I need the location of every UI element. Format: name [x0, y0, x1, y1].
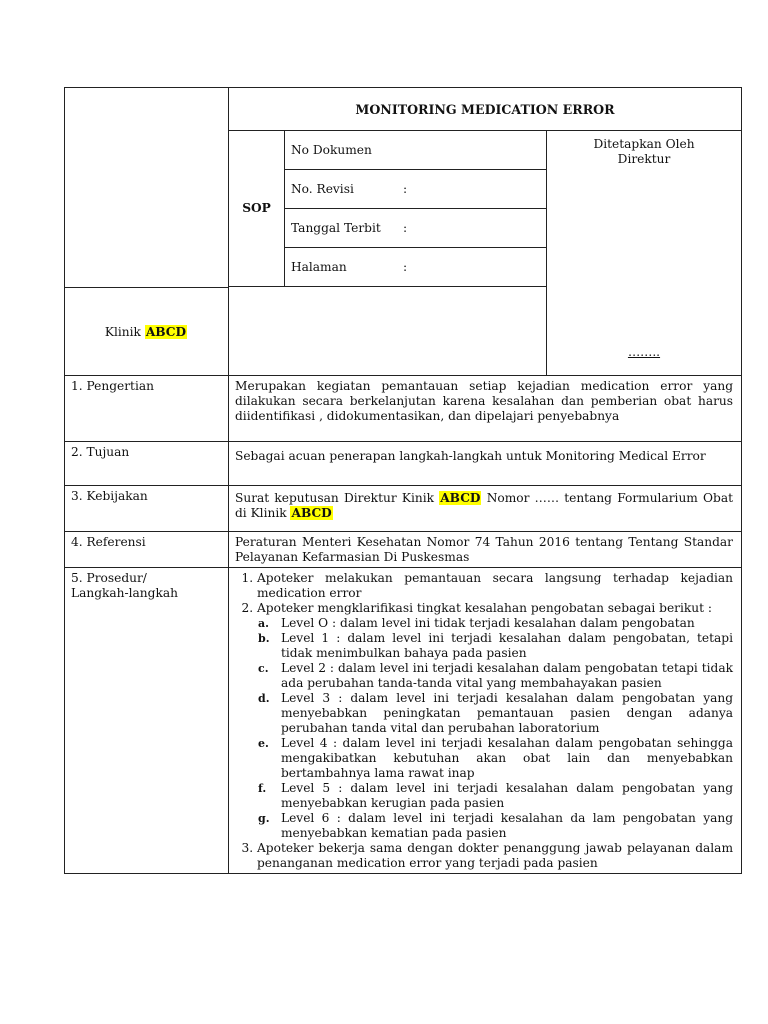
procedure-step: 1. Apoteker melakukan pemantauan secara langsung terhadap kejadian medication error [257, 571, 733, 601]
level-item [258, 781, 734, 811]
sop-table [64, 87, 742, 874]
level-letter: b. [258, 632, 270, 645]
level-item [258, 631, 734, 661]
field-label: Halaman [291, 259, 347, 274]
klinik-label: Klinik ABCD [64, 287, 228, 376]
level-list [257, 616, 733, 841]
field-no-dokumen [285, 131, 547, 170]
procedure-step: 3. Apoteker bekerja sama dengan dokter penanggung jawab pelayanan dalam penanganan medication error yang terjadi pada pasien [257, 841, 733, 871]
level-text: Level 2 : dalam level ini terjadi kesalahan dalam pengobatan tetapi tidak ada perubahan tanda-tanda vital yang membahayakan pasien [281, 661, 734, 690]
level-text: Level 6 : dalam level ini terjadi kesalahan da lam pengobatan yang menyebabkan kematian pada pasien [281, 811, 734, 840]
sop-blank-cell [229, 287, 547, 376]
level-letter: a. [258, 617, 269, 630]
section-label-tujuan: 2. Tujuan [65, 442, 229, 486]
level-item [258, 616, 733, 631]
section-content-tujuan: Sebagai acuan penerapan langkah-langkah untuk Monitoring Medical Error [229, 442, 742, 486]
sop-label: SOP [229, 131, 285, 287]
level-text: Level 1 : dalam level ini terjadi kesalahan dalam pengobatan, tetapi tidak menimbulkan bahaya pada pasien [281, 631, 734, 660]
level-letter: d. [258, 692, 270, 705]
level-text: Level 3 : dalam level ini terjadi kesalahan dalam pengobatan yang menyebabkan peningkatan pemantauan pasien dengan adanya perubahan tanda vital dan perubahan laboratorium [281, 691, 734, 735]
level-text: Level 4 : dalam level ini terjadi kesalahan dalam pengobatan sehingga mengakibatkan kebutuhan akan obat lain dan menyebabkan bertambahnya lama rawat inap [281, 736, 734, 780]
field-no-revisi: No. Revisi : [285, 170, 547, 209]
sop-document [64, 87, 741, 874]
ditetapkan-cell [547, 131, 742, 376]
signature-dots: …….. [627, 345, 661, 359]
clinic-name-highlight: ABCD [145, 325, 187, 339]
section-content-prosedur [229, 568, 742, 874]
section-label-prosedur: 5. Prosedur/ Langkah-langkah [65, 568, 229, 874]
clinic-name-highlight: ABCD [440, 491, 481, 505]
level-letter: g. [258, 812, 270, 825]
level-item [258, 661, 734, 691]
field-halaman: Halaman : [285, 248, 547, 287]
direktur-label: Direktur [617, 152, 671, 166]
field-label: No. Revisi [291, 181, 354, 196]
field-tanggal-terbit: Tanggal Terbit : [285, 209, 547, 248]
level-item [258, 736, 734, 781]
field-label: Tanggal Terbit [291, 220, 381, 235]
document-title: MONITORING MEDICATION ERROR [229, 88, 742, 131]
level-letter: e. [258, 737, 269, 750]
level-item [258, 691, 734, 736]
level-text: Level 5 : dalam level ini terjadi kesalahan dalam pengobatan yang menyebabkan kerugian pada pasien [281, 781, 734, 810]
clinic-name-highlight: ABCD [291, 506, 332, 520]
level-text: Level O : dalam level ini tidak terjadi kesalahan dalam pengobatan [281, 616, 695, 630]
ditetapkan-label: Ditetapkan Oleh [593, 137, 695, 151]
section-content-pengertian: Merupakan kegiatan pemantauan setiap kejadian medication error yang dilakukan secara berkelanjutan karena kesalahan dan pemberian obat harus diidentifikasi , didokumentasikan, dan dipelajari penyebabnya [229, 376, 742, 442]
procedure-step: 2. Apoteker mengklarifikasi tingkat kesalahan pengobatan sebagai berikut : a. Level O : dalam level ini tidak terjadi kesalahan dalam pengobatan b. Level 1 : dalam level ini terjadi kesalahan dalam pengobatan, tetapi tidak menimbulkan bahaya pada pasien c. Level 2 : dalam level ini terjadi kesalahan dalam pengobatan tetapi tidak ada perubahan tanda-tanda vital yang membahayakan pasien d. Level 3 : dalam level ini terjadi kesalahan dalam pengobatan yang menyebabkan peningkatan pemantauan pasien dengan adanya perubahan tanda vital dan perubahan laboratorium e. Level 4 : dalam level ini terjadi kesalahan dalam pengobatan sehingga mengakibatkan kebutuhan akan obat lain dan menyebabkan bertambahnya lama rawat inap f. Level 5 : dalam level ini terjadi kesalahan dalam pengobatan yang menyebabkan kerugian pada pasien g. Level 6 : dalam level ini terjadi kesalahan da lam pengobatan yang menyebabkan kematian pada pasien [257, 601, 733, 841]
procedure-steps [239, 571, 733, 871]
level-letter: c. [258, 662, 269, 675]
section-label-pengertian: 1. Pengertian [65, 376, 229, 442]
section-content-kebijakan: Surat keputusan Direktur Kinik ABCD Nomor …… tentang Formularium Obat di Klinik ABCD [229, 486, 742, 532]
section-content-referensi: Peraturan Menteri Kesehatan Nomor 74 Tahun 2016 tentang Tentang Standar Pelayanan Kefarmasian Di Puskesmas [229, 532, 742, 568]
section-label-referensi: 4. Referensi [65, 532, 229, 568]
field-label: No Dokumen [291, 142, 372, 157]
level-letter: f. [258, 782, 267, 795]
section-label-kebijakan: 3. Kebijakan [65, 486, 229, 532]
level-item [258, 811, 734, 841]
